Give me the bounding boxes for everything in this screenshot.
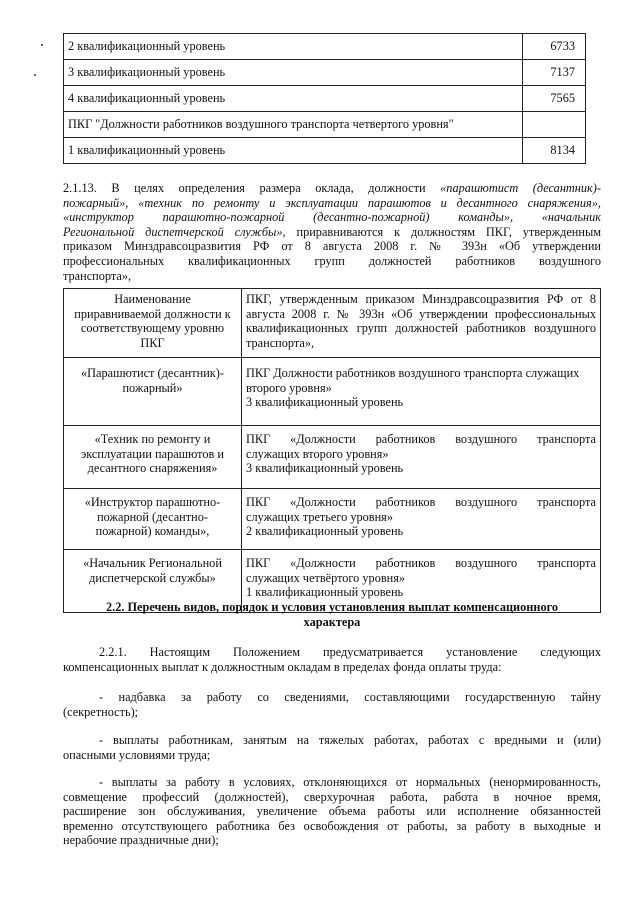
qualification-level-cell: 3 квалификационный уровень bbox=[64, 60, 523, 86]
cell-line: 3 квалификационный уровень bbox=[246, 395, 404, 410]
paragraph-line: профессиональных квалификационных групп должностей работников воздушного bbox=[63, 253, 601, 268]
paragraph-line: - надбавка за работу со сведениями, составляющими государственную тайну bbox=[99, 690, 601, 704]
cell-line: Наименование bbox=[114, 292, 191, 306]
position-equivalence-table bbox=[63, 288, 601, 613]
cell-line: соответствующему уровню bbox=[80, 321, 225, 336]
cell-line: 1 квалификационный уровень bbox=[246, 585, 404, 600]
cell-line: квалификационных групп должностей работников воздушного bbox=[246, 321, 596, 336]
position-cell bbox=[64, 489, 242, 550]
scan-mark bbox=[41, 44, 43, 46]
paragraph-line: (секретность); bbox=[63, 704, 139, 719]
paragraph-line: Региональной диспетчерской службы», приравниваются к должностям ПКГ, утвержденным bbox=[63, 224, 602, 239]
table-row bbox=[64, 426, 601, 489]
cell-line: ПКГ «Должности работников воздушного транспорта bbox=[246, 495, 596, 509]
cell-line: приравниваемой должности к bbox=[74, 306, 231, 321]
paragraph-line: нерабочие праздничные дни); bbox=[63, 833, 219, 848]
paragraph-line: - выплаты работникам, занятым на тяжелых работах, работах с вредными и (или) bbox=[99, 733, 601, 747]
table-row bbox=[64, 138, 586, 164]
pkg-cell bbox=[242, 489, 601, 550]
paragraph-line: 2.2.1. Настоящим Положением предусматривается установление следующих bbox=[99, 645, 601, 659]
paragraph-line: - выплаты за работу в условиях, отклоняющихся от нормальных (ненормированность, bbox=[99, 775, 601, 789]
cell-line: «Начальник Региональной bbox=[83, 556, 222, 570]
section-heading-2-2 bbox=[63, 600, 601, 629]
paragraph-line: опасными условиями труда; bbox=[63, 747, 211, 762]
cell-line: «Инструктор парашютно- bbox=[84, 495, 221, 509]
header-pkg-cell bbox=[242, 289, 601, 358]
paragraph-line: расширение зон обслуживания, увеличение объема работы или исполнение обязанностей bbox=[63, 804, 601, 819]
salary-cell: 8134 bbox=[523, 138, 586, 164]
pkg-cell bbox=[242, 426, 601, 489]
heading-line: характера bbox=[303, 614, 361, 629]
cell-line: августа 2008 г. № 393н «Об утверждении профессиональных bbox=[246, 306, 596, 321]
paragraph-2-2-1 bbox=[63, 645, 601, 674]
cell-line: эксплуатации парашютов и bbox=[80, 446, 224, 461]
cell-line: «Парашютист (десантник)- bbox=[81, 366, 224, 380]
bullet-hazardous-work bbox=[63, 733, 601, 762]
cell-line: десантного снаряжения» bbox=[87, 461, 218, 476]
heading-line: 2.2. Перечень видов, порядок и условия установления выплат компенсационного bbox=[105, 600, 559, 614]
qualification-level-cell: 1 квалификационный уровень bbox=[64, 138, 523, 164]
cell-line: служащих третьего уровня» bbox=[246, 509, 393, 524]
cell-line: пожарной (десантно- bbox=[97, 509, 208, 524]
paragraph-line: компенсационных выплат к должностным окладам в пределах фонда оплаты труда: bbox=[63, 659, 502, 674]
table-row bbox=[64, 60, 586, 86]
header-position-cell bbox=[64, 289, 242, 358]
cell-line: ПКГ, утвержденным приказом Минздравсоцразвития РФ от 8 bbox=[246, 292, 596, 306]
cell-line: пожарный» bbox=[122, 380, 183, 395]
table-row bbox=[64, 489, 601, 550]
cell-line: ПКГ bbox=[140, 335, 165, 350]
cell-line: ПКГ «Должности работников воздушного транспорта bbox=[246, 432, 596, 446]
scan-mark bbox=[34, 74, 36, 76]
pkg-group-cell: ПКГ "Должности работников воздушного транспорта четвертого уровня" bbox=[64, 112, 523, 138]
position-cell bbox=[64, 426, 242, 489]
paragraph-line: «инструктор парашютно-пожарной (десантно-пожарной) команды», «начальник bbox=[63, 210, 601, 225]
bullet-abnormal-conditions bbox=[63, 775, 601, 848]
cell-line: служащих четвёртого уровня» bbox=[246, 570, 406, 585]
salary-cell bbox=[523, 112, 586, 138]
paragraph-line: совмещение профессий (должностей), сверхурочная работа, работа в ночное время, bbox=[63, 789, 601, 804]
paragraph-2-1-13 bbox=[63, 181, 601, 283]
qualification-salary-table bbox=[63, 33, 586, 164]
paragraph-line: транспорта», bbox=[63, 268, 132, 283]
cell-line: «Техник по ремонту и bbox=[94, 432, 211, 446]
table-row bbox=[64, 358, 601, 426]
cell-line: служащих второго уровня» bbox=[246, 446, 389, 461]
cell-line: второго уровня» bbox=[246, 380, 332, 395]
table-header-row bbox=[64, 289, 601, 358]
cell-line: диспетчерской службы» bbox=[89, 570, 216, 585]
table-row bbox=[64, 34, 586, 60]
salary-cell: 7565 bbox=[523, 86, 586, 112]
qualification-level-cell: 2 квалификационный уровень bbox=[64, 34, 523, 60]
cell-line: 2 квалификационный уровень bbox=[246, 524, 404, 539]
salary-cell: 7137 bbox=[523, 60, 586, 86]
cell-line: транспорта», bbox=[246, 335, 315, 350]
paragraph-line: приказом Минздравсоцразвития РФ от 8 августа 2008 г. № 393н «Об утверждении bbox=[63, 239, 601, 254]
cell-line: пожарной) команды», bbox=[95, 524, 210, 539]
cell-line: ПКГ Должности работников воздушного транспорта служащих bbox=[246, 366, 580, 380]
table-row bbox=[64, 86, 586, 112]
pkg-cell bbox=[242, 358, 601, 426]
cell-line: 3 квалификационный уровень bbox=[246, 461, 404, 476]
table-row bbox=[64, 112, 586, 138]
position-cell bbox=[64, 358, 242, 426]
cell-line: ПКГ «Должности работников воздушного транспорта bbox=[246, 556, 596, 570]
qualification-level-cell: 4 квалификационный уровень bbox=[64, 86, 523, 112]
salary-cell: 6733 bbox=[523, 34, 586, 60]
paragraph-line: пожарный», «техник по ремонту и эксплуатации парашютов и десантного снаряжения», bbox=[63, 195, 601, 210]
bullet-secrecy bbox=[63, 690, 601, 719]
paragraph-line: временно отсутствующего работника без освобождения от работы, за работу в выходные и bbox=[63, 818, 601, 833]
paragraph-line: 2.1.13. В целях определения размера оклада, должности «парашютист (десантник)- bbox=[63, 181, 601, 195]
